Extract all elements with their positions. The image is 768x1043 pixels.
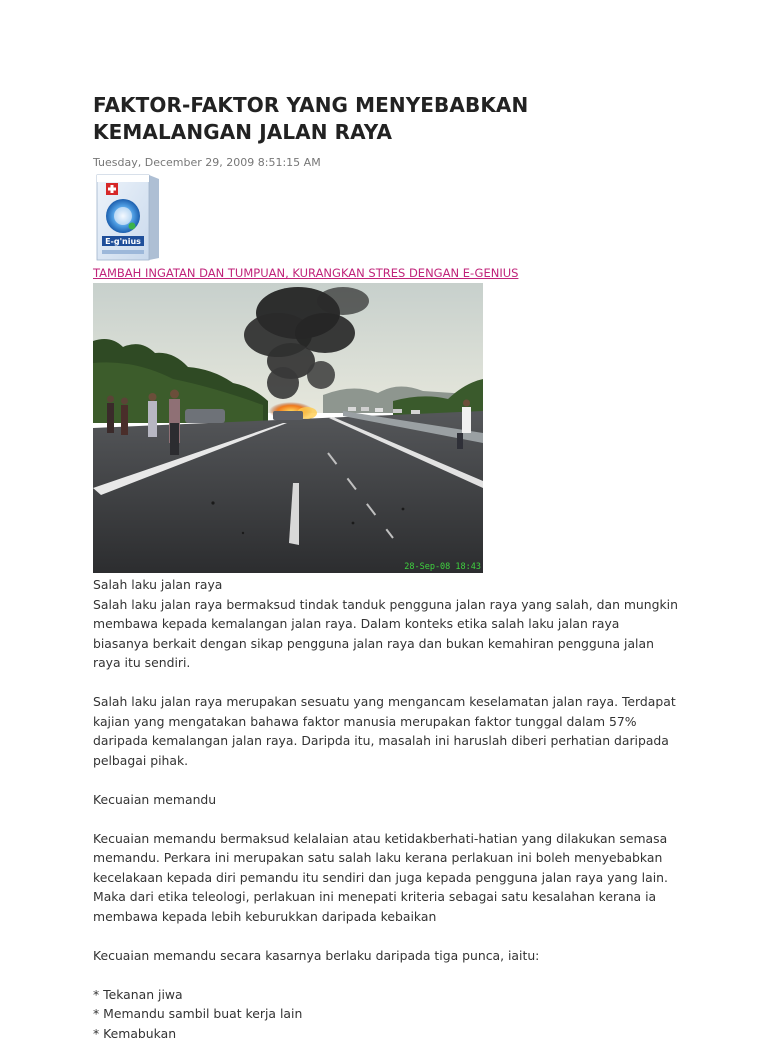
- article-body: [93, 575, 678, 1043]
- list-item: * Kemabukan: [93, 1024, 678, 1043]
- promo-link[interactable]: TAMBAH INGATAN DAN TUMPUAN, KURANGKAN STRES DENGAN E-GENIUS: [93, 266, 518, 281]
- article: [93, 92, 693, 1043]
- product-box-graphic: [93, 172, 165, 262]
- product-label: E-g'nius: [105, 237, 141, 246]
- accident-photo: [93, 283, 483, 573]
- article-date: Tuesday, December 29, 2009 8:51:15 AM: [93, 156, 693, 170]
- section-heading: Salah laku jalan raya: [93, 575, 678, 595]
- product-image[interactable]: [93, 172, 165, 262]
- photo-timestamp: 28-Sep-08 18:43: [404, 562, 481, 572]
- paragraph: Kecuaian memandu bermaksud kelalaian atau ketidakberhati-hatian yang dilakukan semasa memandu. Perkara ini merupakan satu salah laku kerana perlakuan ini boleh menyebabkan kecelakaan kepada diri pemandu itu sendiri dan juga kepada pengguna jalan raya yang lain. Maka dari etika teleologi, perlakuan ini menepati kriteria sebagai satu kesalahan kerana ia membawa kepada lebih keburukkan daripada kebaikan: [93, 829, 678, 927]
- section-heading: Kecuaian memandu: [93, 790, 678, 810]
- paragraph: Kecuaian memandu secara kasarnya berlaku daripada tiga punca, iaitu:: [93, 946, 678, 966]
- article-title-line2: KEMALANGAN JALAN RAYA: [93, 120, 392, 144]
- list-item: * Memandu sambil buat kerja lain: [93, 1004, 678, 1024]
- list-item: * Tekanan jiwa: [93, 985, 678, 1005]
- article-title: [93, 92, 693, 146]
- paragraph: Salah laku jalan raya bermaksud tindak tanduk pengguna jalan raya yang salah, dan mungkin membawa kepada kemalangan jalan raya. Dalam konteks etika salah laku jalan raya biasanya berkait dengan sikap pengguna jalan raya dan bukan kemahiran pengguna jalan raya itu sendiri.: [93, 595, 678, 673]
- accident-photo-graphic: [93, 283, 483, 573]
- article-title-line1: FAKTOR-FAKTOR YANG MENYEBABKAN: [93, 93, 528, 117]
- paragraph: Salah laku jalan raya merupakan sesuatu yang mengancam keselamatan jalan raya. Terdapat kajian yang mengatakan bahawa faktor manusia merupakan faktor tunggal dalam 57% daripada kemalangan jalan raya. Daripda itu, masalah ini haruslah diberi perhatian daripada pelbagai pihak.: [93, 692, 678, 770]
